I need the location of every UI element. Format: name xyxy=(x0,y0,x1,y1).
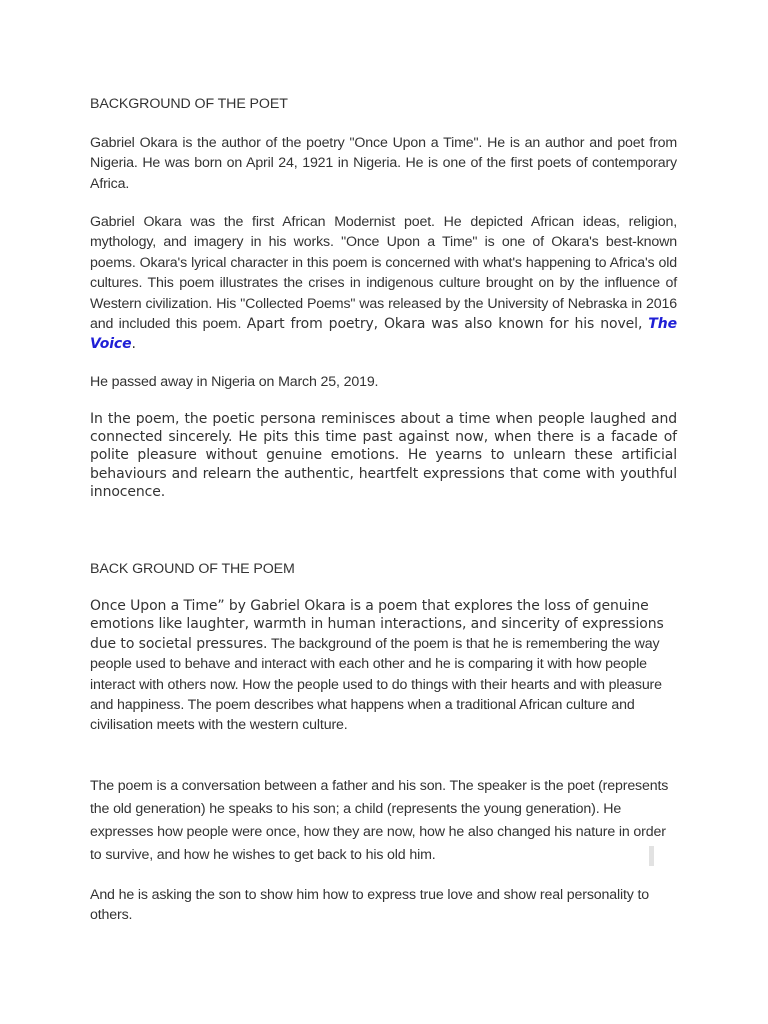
novel-title-link[interactable]: The Voice xyxy=(90,316,677,353)
poet-paragraph-death: He passed away in Nigeria on March 25, 2019. xyxy=(90,374,379,390)
poem-paragraph-background xyxy=(90,597,677,736)
poem-paragraph-background-rest: The background of the poem is that he is remembering the way people used to behave and interact with each other and he is comparing it with how people interact with others now. How the people used to do things with their hearts and with pleasure and happiness. The poem describes what happens when a traditional African culture and civilisation meets with the western culture. xyxy=(90,635,662,734)
poem-paragraph-background-lead: Once Upon a Time” by Gabriel Okara is a poem that explores the loss of genuine emotions like laughter, warmth in human interactions, and sincerity of expressions due to societal pressures. xyxy=(90,598,664,652)
poet-heading: BACKGROUND OF THE POET xyxy=(90,96,288,112)
text-cursor-highlight xyxy=(649,846,654,866)
poet-paragraph-modernist-main: Gabriel Okara was the first African Modernist poet. He depicted African ideas, religion, mythology, and imagery in his works. "Once Upon a Time" is one of Okara's best-known poems. Okara's lyrical character in this poem is concerned with what's happening to Africa's old cultures. This poem illustrates the crises in indigenous culture brought on by the influence of Western civilization. His "Collected Poems" was released by the University of Nebraska in 2016 and included this poem. xyxy=(90,214,677,333)
poet-paragraph-modernist-tail: Apart from poetry, Okara was also known for his novel, xyxy=(246,316,649,333)
poet-paragraph-modernist xyxy=(90,212,677,355)
poet-paragraph-persona: In the poem, the poetic persona reminisces about a time when people laughed and connected sincerely. He pits this time past against now, when there is a facade of polite pleasure without genuine emotions. He yearns to unlearn these artificial behaviours and relearn the authentic, heartfelt expressions that come with youthful innocence. xyxy=(90,411,677,500)
poem-paragraph-request: And he is asking the son to show him how to express true love and show real personality to others. xyxy=(90,887,650,924)
poet-paragraph-intro: Gabriel Okara is the author of the poetry "Once Upon a Time". He is an author and poet from Nigeria. He was born on April 24, 1921 in Nigeria. He is one of the first poets of contemporary Africa. xyxy=(90,135,677,192)
poet-paragraph-modernist-end: . xyxy=(131,336,136,353)
poem-paragraph-conversation: The poem is a conversation between a father and his son. The speaker is the poet (represents the old generation) he speaks to his son; a child (represents the young generation). He expresses how people were once, how they are now, how he also changed his nature in order to survive, and how he wishes to get back to his old him. xyxy=(90,778,669,863)
poem-heading: BACK GROUND OF THE POEM xyxy=(90,561,295,577)
